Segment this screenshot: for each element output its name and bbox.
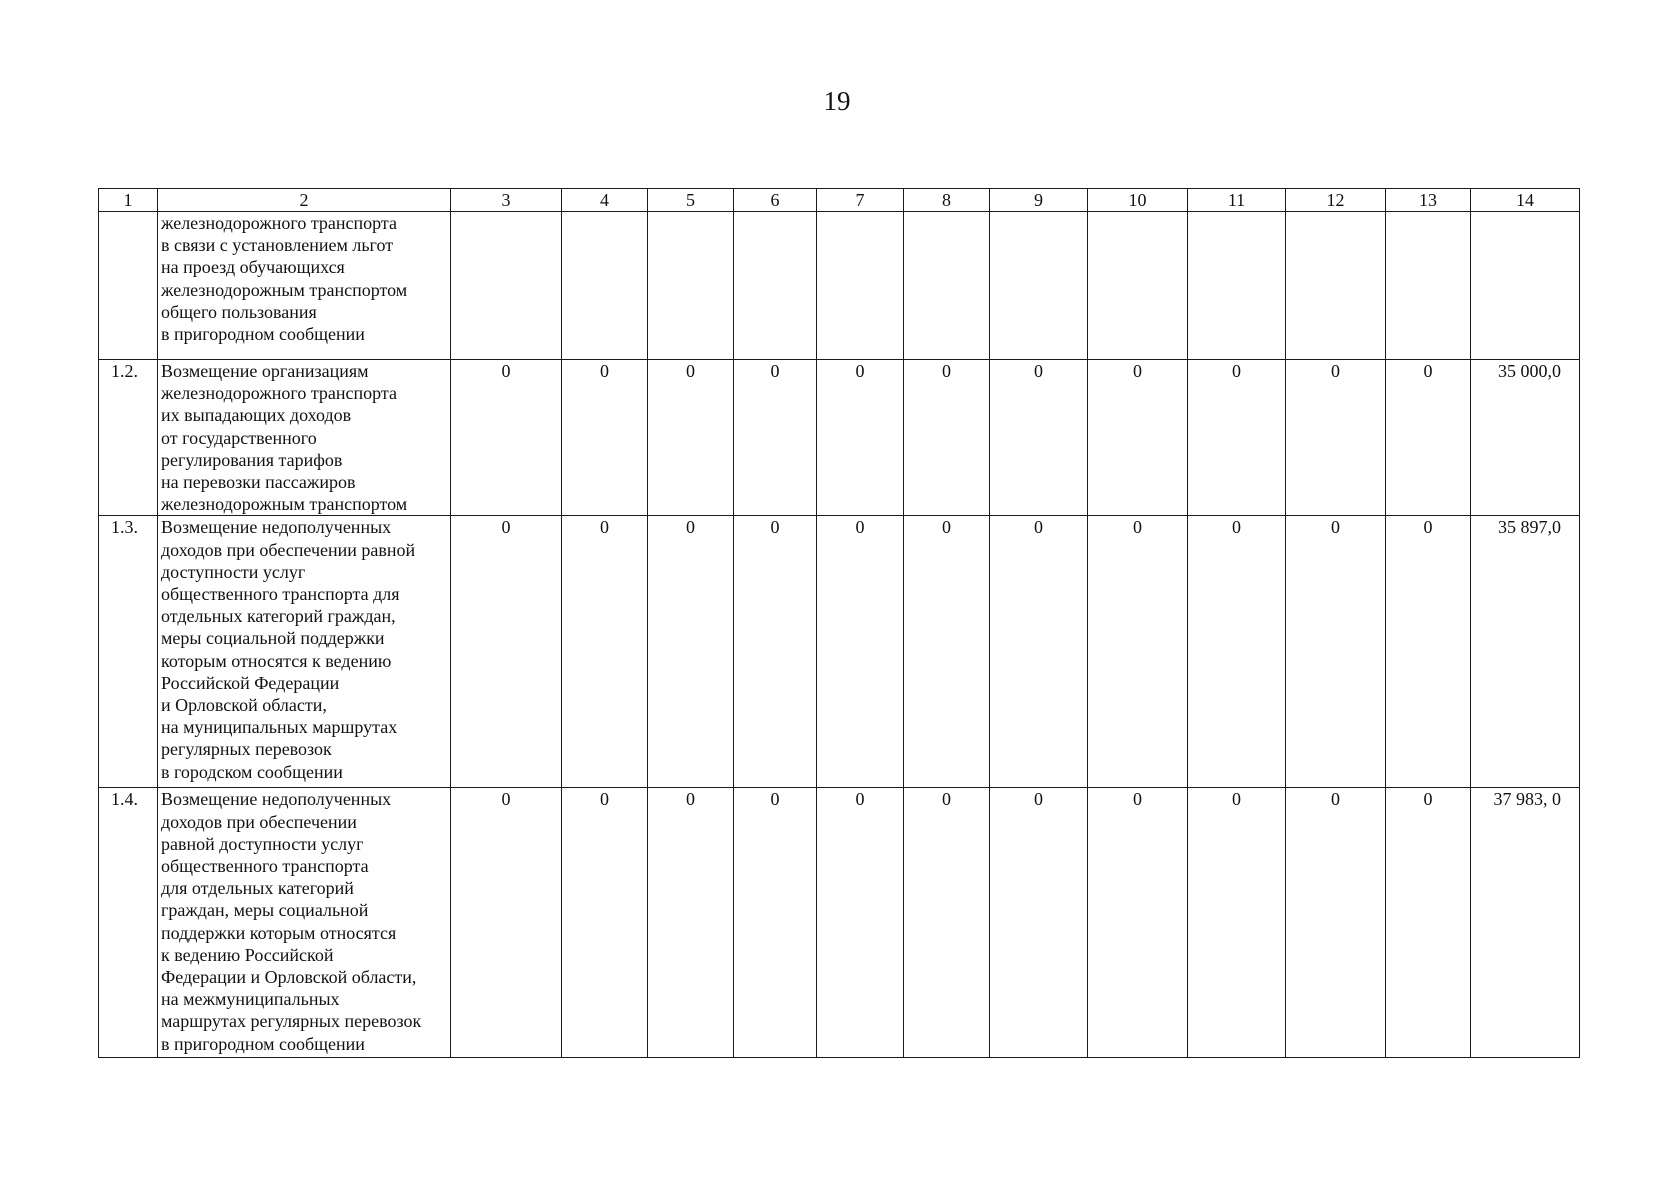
- column-header: 5: [648, 189, 734, 212]
- row-value: [990, 212, 1088, 360]
- column-header: 4: [562, 189, 648, 212]
- row-value: 0: [817, 788, 904, 1058]
- row-value: [734, 212, 817, 360]
- row-value: 0: [817, 516, 904, 788]
- page-number: 19: [823, 86, 851, 116]
- row-value: 0: [1188, 516, 1286, 788]
- row-value: 0: [990, 516, 1088, 788]
- row-value: [1188, 212, 1286, 360]
- row-value: [648, 212, 734, 360]
- row-value: [1386, 212, 1471, 360]
- row-value: [451, 212, 562, 360]
- row-value: 0: [734, 516, 817, 788]
- column-header: 6: [734, 189, 817, 212]
- column-header: 3: [451, 189, 562, 212]
- table-row: [99, 360, 1580, 516]
- row-value: 0: [1188, 360, 1286, 516]
- row-value: 0: [1088, 788, 1188, 1058]
- row-value: [817, 212, 904, 360]
- row-value: 0: [904, 360, 990, 516]
- table-row: [99, 212, 1580, 360]
- row-value: 0: [1386, 788, 1471, 1058]
- table-row: [99, 516, 1580, 788]
- row-value: 0: [1088, 360, 1188, 516]
- row-value: 0: [562, 360, 648, 516]
- row-value: 0: [648, 360, 734, 516]
- row-description: Возмещение организациям железнодорожного транспорта их выпадающих доходов от государственного регулирования тарифов на перевозки пассажиров железнодорожным транспортом: [158, 360, 451, 516]
- row-value: 0: [562, 788, 648, 1058]
- row-number: 1.2.: [99, 360, 158, 516]
- column-header: 14: [1471, 189, 1580, 212]
- row-total: [1471, 212, 1580, 360]
- row-value: 0: [990, 788, 1088, 1058]
- row-value: [1286, 212, 1386, 360]
- row-value: 0: [1286, 788, 1386, 1058]
- row-number: 1.3.: [99, 516, 158, 788]
- row-value: 0: [451, 516, 562, 788]
- row-value: 0: [1286, 516, 1386, 788]
- row-value: 0: [1188, 788, 1286, 1058]
- row-total: 37 983, 0: [1471, 788, 1580, 1058]
- row-value: 0: [1286, 360, 1386, 516]
- row-number: 1.4.: [99, 788, 158, 1058]
- row-value: 0: [734, 788, 817, 1058]
- column-header: 9: [990, 189, 1088, 212]
- row-value: 0: [1386, 516, 1471, 788]
- column-header: 13: [1386, 189, 1471, 212]
- row-value: [562, 212, 648, 360]
- column-header: 8: [904, 189, 990, 212]
- column-header: 11: [1188, 189, 1286, 212]
- row-value: [1088, 212, 1188, 360]
- table-row: [99, 788, 1580, 1058]
- column-header: 2: [158, 189, 451, 212]
- column-header: 12: [1286, 189, 1386, 212]
- row-total: 35 897,0: [1471, 516, 1580, 788]
- row-value: [904, 212, 990, 360]
- budget-table: [98, 188, 1580, 1058]
- row-value: 0: [904, 516, 990, 788]
- row-value: 0: [1386, 360, 1471, 516]
- row-value: 0: [817, 360, 904, 516]
- row-number: [99, 212, 158, 360]
- row-total: 35 000,0: [1471, 360, 1580, 516]
- row-value: 0: [648, 788, 734, 1058]
- row-value: 0: [904, 788, 990, 1058]
- row-value: 0: [451, 360, 562, 516]
- row-value: 0: [990, 360, 1088, 516]
- column-header: 1: [99, 189, 158, 212]
- row-value: 0: [734, 360, 817, 516]
- row-value: 0: [1088, 516, 1188, 788]
- column-number-row: [99, 189, 1580, 212]
- row-description: Возмещение недополученных доходов при обеспечении равной доступности услуг общественного транспорта для отдельных категорий граждан, меры социальной поддержки которым относятся к ведению Российской Федерации и Орловской области, на межмуниципальных маршрутах регулярных перевозок в пригородном сообщении: [158, 788, 451, 1058]
- row-value: 0: [648, 516, 734, 788]
- row-description: Возмещение недополученных доходов при обеспечении равной доступности услуг общественного транспорта для отдельных категорий граждан, меры социальной поддержки которым относятся к ведению Российской Федерации и Орловской области, на муниципальных маршрутах регулярных перевозок в городском сообщении: [158, 516, 451, 788]
- row-description: железнодорожного транспорта в связи с установлением льгот на проезд обучающихся железнодорожным транспортом общего пользования в пригородном сообщении: [158, 212, 451, 360]
- row-value: 0: [451, 788, 562, 1058]
- column-header: 10: [1088, 189, 1188, 212]
- row-value: 0: [562, 516, 648, 788]
- column-header: 7: [817, 189, 904, 212]
